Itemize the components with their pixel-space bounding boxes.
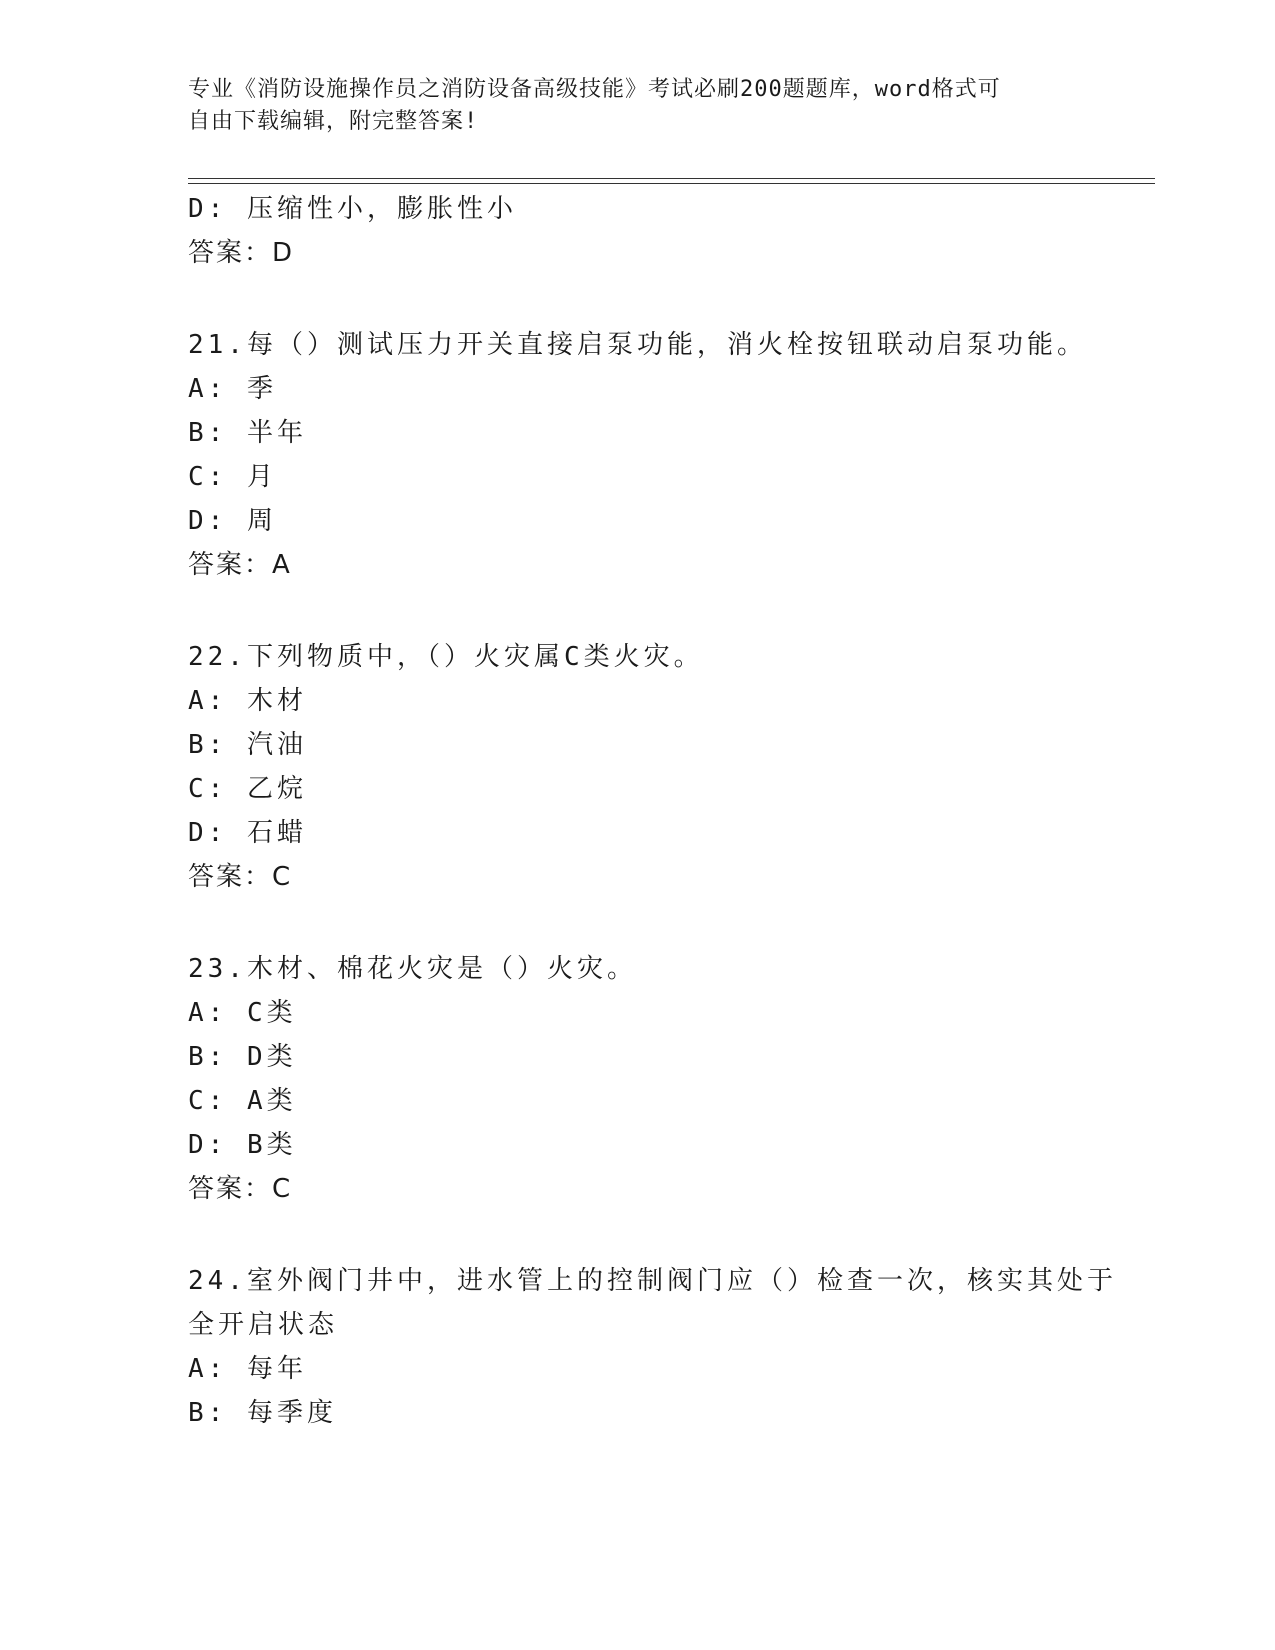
q22-answer: 答案：C	[188, 862, 293, 892]
q22-option-a: A: 木材	[188, 686, 307, 716]
q21-option-d: D: 周	[188, 506, 277, 536]
q23-stem: 23.木材、棉花火灾是（）火灾。	[188, 954, 637, 984]
q24-option-b: B: 每季度	[188, 1398, 337, 1428]
header-rule-bottom	[188, 183, 1155, 184]
q23-option-a: A: C类	[188, 998, 297, 1028]
q23-answer: 答案：C	[188, 1174, 293, 1204]
q22-stem: 22.下列物质中，（）火灾属C类火灾。	[188, 642, 704, 672]
page-header	[188, 74, 1068, 138]
q21-option-c: C: 月	[188, 462, 277, 492]
q23-option-b: B: D类	[188, 1042, 297, 1072]
q21-stem: 21.每（）测试压力开关直接启泵功能，消火栓按钮联动启泵功能。	[188, 330, 1087, 360]
q23-option-c: C: A类	[188, 1086, 297, 1116]
q21-answer: 答案：A	[188, 550, 292, 580]
q22-option-b: B: 汽油	[188, 730, 307, 760]
q22-option-d: D: 石蜡	[188, 818, 307, 848]
prev-answer: 答案：D	[188, 238, 295, 268]
q24-option-a: A: 每年	[188, 1354, 307, 1384]
header-rule-top	[188, 178, 1155, 179]
q24-stem-line-2: 全开启状态	[188, 1310, 339, 1340]
q22-option-c: C: 乙烷	[188, 774, 307, 804]
q21-option-a: A: 季	[188, 374, 277, 404]
prev-option-d: D: 压缩性小，膨胀性小	[188, 194, 517, 224]
header-line-1: 专业《消防设施操作员之消防设备高级技能》考试必刷200题题库，word格式可	[188, 77, 1001, 102]
q23-option-d: D: B类	[188, 1130, 297, 1160]
q24-stem-line-1: 24.室外阀门井中，进水管上的控制阀门应（）检查一次，核实其处于	[188, 1266, 1117, 1296]
q21-option-b: B: 半年	[188, 418, 307, 448]
header-line-2: 自由下载编辑，附完整答案!	[188, 109, 479, 134]
